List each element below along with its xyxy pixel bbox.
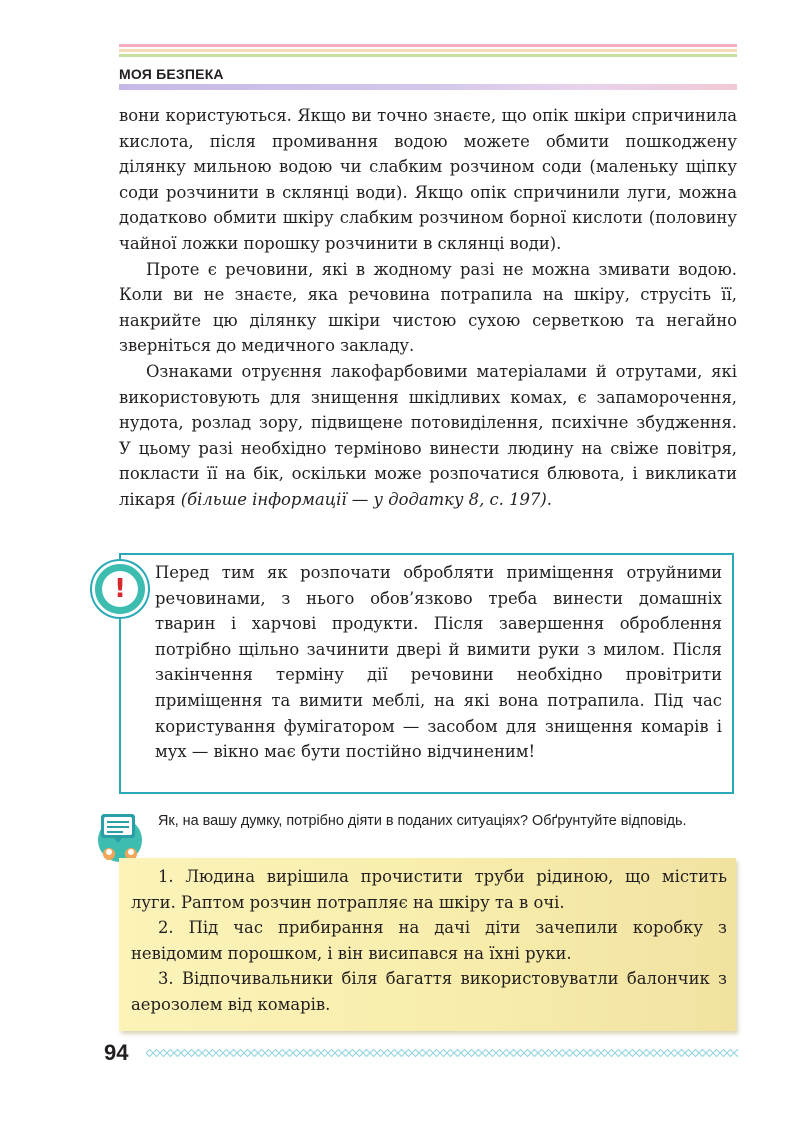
warning-text: Перед тим як розпочати обробляти приміщення отруйними речовинами, з нього обов’язково треба винести домашніх тварин і харчові продукти. Після завершення оброблення потрібно щільно зачинити двері й вимити руки з милом. Після закінчення терміну дії речовини необхідно провітрити приміщення та вимити меблі, на які вона потрапила. Під час користування фумігатором — засобом для знищення комарів і мух — вікно має бути постійно відчиненим! xyxy=(155,563,722,762)
header-bar-green xyxy=(119,54,737,57)
section-title: МОЯ БЕЗПЕКА xyxy=(119,66,224,82)
header-color-bars xyxy=(119,44,737,59)
paragraph-2: Проте є речовини, які в жодному разі не можна змивати водою. Коли ви не знаєте, яка речовина потрапила на шкіру, струсіть її, накрийте цю ділянку шкіри чистою сухою серветкою та негайно зверніться до медичного закладу. xyxy=(119,259,737,356)
paragraph-1: вони користуються. Якщо ви точно знаєте, що опік шкіри спричинила кислота, після промивання водою можете обмити пошкоджену ділянку мильною водою чи слабким розчином соди (маленьку щіпку соди розчинити в склянці води). Якщо опік спричинили луги, можна додатково обмити шкіру слабким розчином борної кислоти (половину чайної ложки порошку розчинити в склянці води). xyxy=(119,106,737,253)
discussion-icon xyxy=(92,808,148,864)
paragraph-3 xyxy=(119,359,737,513)
paragraph-3-end: . xyxy=(546,489,553,509)
task-item: 3. Відпочивальники біля багаття використовуватли балончик з аерозолем від комарів. xyxy=(131,969,727,1014)
header-bar-peach xyxy=(119,49,737,52)
question-text: Як, на вашу думку, потрібно діяти в поданих ситуаціях? Обґрунтуйте відповідь. xyxy=(158,813,687,829)
appendix-reference: (більше інформації — у додатку 8, с. 197) xyxy=(180,489,547,509)
task-item: 2. Під час прибирання на дачі діти зачепили коробку з невідомим порошком, і він висипався на їхні руки. xyxy=(131,918,727,963)
exclamation-icon: ! xyxy=(92,561,148,617)
footer-ornament xyxy=(146,1047,738,1059)
paragraph-3-text: Ознаками отруєння лакофарбовими матеріалами й отрутами, які використовують для знищення шкідливих комах, є запаморочення, нудота, розлад зору, підвищене потовиділення, психічне збудження. У цьому разі необхідно терміново винести людину на свіже повітря, покласти її на бік, оскільки може розпочатися блювота, і викликати лікаря xyxy=(119,361,737,509)
task-item: 1. Людина вирішила прочистити труби рідиною, що містить луги. Раптом розчин потрапляє на шкіру та в очі. xyxy=(131,867,727,912)
body-text xyxy=(119,103,737,513)
section-underline xyxy=(119,84,737,90)
page-number: 94 xyxy=(104,1040,129,1065)
header-bar-pink xyxy=(119,44,737,47)
task-list xyxy=(131,864,727,1018)
